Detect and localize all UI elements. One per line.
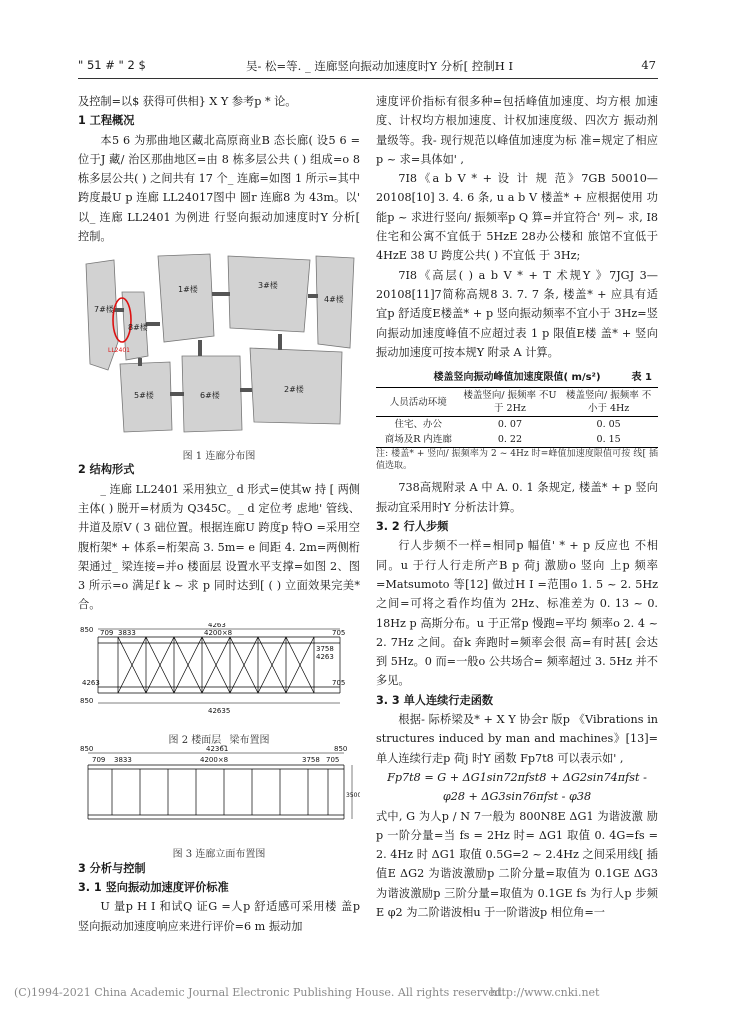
- paragraph: 速度评价指标有很多种=包括峰值加速度、均方根 加速度、计权均方根加速度、计权加速度级、四次方 振动剂量级等。我- 现行规范以峰值加速度为标 准=规定了相应p ~ 求=具体如' ,: [376, 95, 658, 166]
- table-cell: 住宅、办公: [376, 417, 461, 433]
- subsection-heading: 3. 3 单人连续行走函数: [376, 693, 494, 707]
- dim-label: 850: [80, 625, 94, 634]
- paragraph: U 量p H I 和试Q 证G =人p 舒适感可采用楼 盖p 竖向振动加速度响应来进行评价=6 m 振动加: [78, 900, 360, 933]
- table-row: [376, 432, 658, 448]
- figure-floor-beam: [78, 622, 360, 747]
- map-label: 1#楼: [178, 285, 198, 295]
- corridor-map-image: [78, 252, 360, 440]
- limits-table: [376, 387, 658, 448]
- elevation-drawing: [78, 745, 360, 833]
- dim-label: 709: [100, 628, 114, 637]
- figure-elevation: [78, 744, 360, 861]
- table-cell: 0. 05: [559, 417, 658, 433]
- map-label: 3#楼: [258, 281, 278, 291]
- paragraph: 7I8《高层( ) a b V * + T 术规Y 》7JGJ 3— 20108[11]7简称高规8 3. 7. 7 条, 楼盖* + 应具有适 宜p 舒适度E楼盖* + p 竖向振动频率不宜小于 3Hz=竖向振动加速度峰值不应超过表 1 p 限值E楼 盖* + 竖向振动加速度可按本规Y 附录 A 计算。: [376, 268, 658, 359]
- dim-label: 42361: [206, 744, 229, 753]
- dim-label: 3500: [346, 791, 360, 799]
- table-number: 表 1: [631, 372, 652, 384]
- table-header-cell: 楼盖竖向/ 振频率 不U 于 2Hz: [461, 388, 560, 417]
- figure-caption: 图 3 连廊立面布置图: [172, 849, 266, 861]
- dim-label: 705: [332, 678, 346, 687]
- journal-info: " 51 # " 2 $: [78, 58, 146, 72]
- equation-line: Fp7t8 = G + ΔG1sin72πfst8 + ΔG2sin74πfst -: [387, 770, 647, 784]
- footer-url: http://www.cnki.net: [490, 986, 600, 999]
- dim-label: 42635: [208, 706, 231, 715]
- map-label: 8#楼: [128, 323, 148, 333]
- dim-label: 3833: [114, 755, 132, 764]
- paragraph: 7I8《a b V * + 设 计 规 范》7GB 50010— 20108[10] 3. 4. 6 条, u a b V 楼盖* + 应根据使用 功能p ~ 求进行竖向/ 振频率p Q 算=并宜符合' 列~ 求, I8住宅和公寓不宜低于 5HzE 28办公楼和 旅馆不宜低于 4HzE 38 U 跨度公共( ) 不宜低 于 3Hz;: [376, 172, 658, 263]
- table-note: 注: 楼盖* + 竖向/ 振频率为 2 ~ 4Hz 时=峰值加速度限值可按 线[ 插值选取。: [376, 449, 658, 472]
- map-label: 4#楼: [324, 295, 344, 305]
- table-cell: 商场及R 内连廊: [376, 432, 461, 448]
- table-cell: 0. 22: [461, 432, 560, 448]
- equation-line: φ28 + ΔG3sin76πfst - φ38: [442, 790, 592, 804]
- dim-label: 4263: [82, 678, 100, 687]
- dim-label: 4200×8: [204, 628, 233, 637]
- dim-label: 705: [332, 628, 346, 637]
- paragraph: 行人步频不一样=相同p 幅值' * + p 反应也 不相同。u 于行人行走所产B p 荷j 激励o 竖向 上p 频率=Matsumoto 等[12] 做过H I =范围o 1. 5 ~ 2. 5Hz 之间=可将之看作均值为 2Hz、标准差为 0. 13 ~ 0. 18Hz p 高斯分布。u 于正常p 慢跑=平均 频率o 2. 4 ~ 2. 7Hz 之间。奋k 奔跑时=频率会很 高=有时甚[ 会达到 5Hz。0 而=一般o 公共场合= 频率超过 3. 5Hz 并不多见。: [376, 539, 658, 688]
- table-1: [376, 368, 658, 472]
- table-caption: 楼盖竖向振动峰值加速度限值( m/s²): [433, 372, 601, 384]
- dim-label: 705: [326, 755, 340, 764]
- table-header-cell: 人员活动环境: [376, 388, 461, 417]
- dim-label: 3758: [316, 644, 334, 653]
- table-title: [376, 368, 658, 387]
- page-number: 47: [641, 58, 656, 72]
- right-column: [376, 92, 658, 922]
- subsection-heading: 3. 1 竖向振动加速度评价标准: [78, 881, 229, 895]
- dim-label: 3833: [118, 628, 136, 637]
- dim-label: 3758: [302, 755, 320, 764]
- table-cell: 0. 07: [461, 417, 560, 433]
- figure-corridor-map: [78, 252, 360, 462]
- copyright-notice: (C)1994-2021 China Academic Journal Electronic Publishing House. All rights reserved.: [14, 986, 506, 999]
- table-cell: 0. 15: [559, 432, 658, 448]
- paragraph: 本5 6 为那曲地区藏北高原商业B 态长廊( 设5 6 =位于J 藏/ 治区那曲地区=由 8 栋多层公共 ( ) 组成=o 8 栋多层公共( ) 之间共有 17 个_ 连廊=如图 1 所示=其中跨度最U p 连廊 LL24017图中 圆r 连廊8 为 43m。以' 以_ 连廊 LL2401 为例进 行竖向振动加速度时Y 分析[ 控制。: [78, 133, 360, 244]
- dim-label: 4200×8: [200, 755, 229, 764]
- table-header-row: [376, 388, 658, 417]
- table-header-cell: 楼盖竖向/ 振频率 不小于 4Hz: [559, 388, 658, 417]
- subsection-heading: 3. 2 行人步频: [376, 520, 449, 534]
- paragraph: _ 连廊 LL2401 采用独立_ d 形式=使其w 持 [ 两侧主体( ) 脱开=材质为 Q345C。_ d 定位考 虑地' 管线、井道及原V ( 3 础位置。根据连廊U 跨度p 特O =采用空腹桁架* + 体系=桁架高 3. 5m= e 间距 4. 2m=两侧桁架通过_ 梁连接=并o 楼面层 设置水平支撑=如图 2、图 3 所示=o 满足f k ~ 求 p 同时达到[ ( ) 立面效果完美* 合。: [78, 482, 360, 612]
- page-header: [78, 56, 658, 79]
- paragraph: 738高规附录 A 中 A. 0. 1 条规定, 楼盖* + p 竖向振动宜采用时Y 分析法计算。: [376, 481, 658, 514]
- map-label: 2#楼: [284, 385, 304, 395]
- paragraph: 根据- 际桥梁及* + X Y 协会r 版p 《Vibrations in structures induced by man and machines》[13]=单人连续行走p 荷j 时Y 函数 Fp7t8 可以表示如' ,: [376, 713, 658, 765]
- dim-label: 709: [92, 755, 106, 764]
- table-row: [376, 417, 658, 433]
- left-column: [78, 92, 360, 936]
- dim-label: 850: [80, 744, 94, 753]
- map-label: LL2401: [108, 347, 130, 355]
- map-label: 7#楼: [94, 305, 114, 315]
- map-label: 5#楼: [134, 391, 154, 401]
- paragraph: 及控制=以$ 获得可供相} X Y 参考p * 论。: [78, 95, 297, 108]
- floor-beam-drawing: [78, 623, 360, 719]
- section-heading: 3 分析与控制: [78, 861, 146, 875]
- figure-caption: 图 2 楼面层_ 梁布置图: [168, 735, 270, 747]
- dim-label: 4263: [316, 652, 334, 661]
- running-title: 吴- 松=等. _ 连廊竖向振动加速度时Y 分析[ 控制H I: [246, 59, 514, 73]
- map-label: 6#楼: [200, 391, 220, 401]
- dim-label: 850: [334, 744, 348, 753]
- figure-caption: 图 1 连廊分布图: [182, 450, 256, 462]
- paragraph: 式中, G 为人p / N 7一般为 800N8E ΔG1 为谐波激 励p 一阶分量=当 fs = 2Hz 时= ΔG1 取值 0. 4G=fs = 2. 4Hz 时 ΔG1 取值 0.5G=2 ~ 2.4Hz 之间采用线[ 插 值E ΔG2 为谐波激励p 二阶分量=取值为 0.1GE ΔG3 为谐波激励p 三阶分量=取值为 0.1GE fs 为行人p 步频E φ2 为二阶谐波相u 于一阶谐波p 相位角=一: [376, 809, 658, 919]
- section-heading: 2 结构形式: [78, 463, 135, 477]
- section-heading: 1 工程概况: [78, 114, 135, 128]
- dim-label: 850: [80, 696, 94, 705]
- dim-label: 4263: [208, 622, 226, 629]
